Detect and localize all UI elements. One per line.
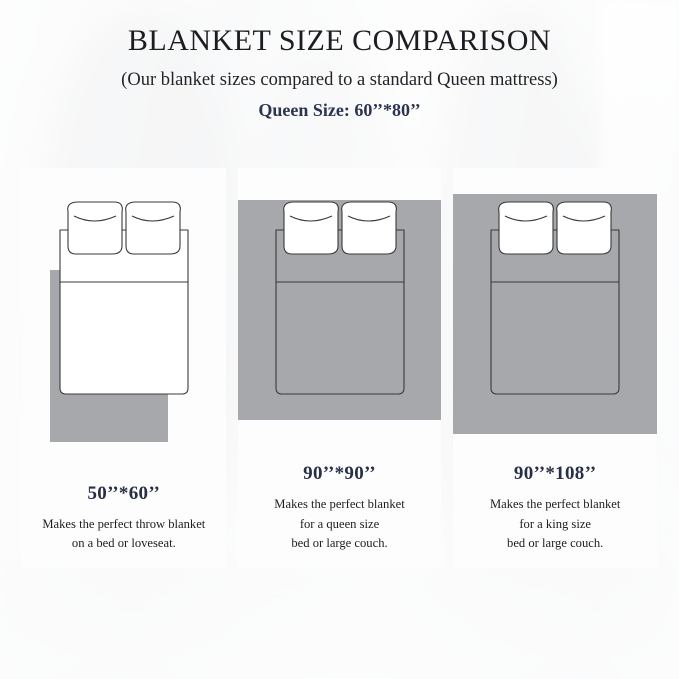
description-line: Makes the perfect blanket — [489, 497, 621, 512]
description-line: bed or large couch. — [291, 536, 388, 551]
description-line: Makes the perfect throw blanket — [42, 516, 206, 531]
bed-illustration — [52, 190, 196, 406]
page-subtitle: (Our blanket sizes compared to a standard Queen mattress) — [121, 70, 558, 90]
description-line: for a queen size — [299, 516, 380, 531]
bed-illustration — [483, 190, 627, 406]
panel-caption — [453, 463, 657, 554]
panel-50x60 — [22, 168, 226, 568]
panel-caption — [238, 463, 442, 554]
description-line: for a king size — [519, 516, 592, 531]
bed-illustration — [268, 190, 412, 406]
queen-size-note: Queen Size: 60’’*80’’ — [258, 100, 421, 121]
description-line: on a bed or loveseat. — [71, 536, 176, 551]
description-line: Makes the perfect blanket — [274, 497, 405, 512]
panel-caption — [22, 483, 226, 554]
description-line: bed or large couch. — [507, 536, 604, 551]
panel-row — [22, 168, 657, 568]
size-label: 90’’*90’’ — [303, 463, 376, 485]
page-title: BLANKET SIZE COMPARISON — [127, 24, 552, 57]
panel-90x108 — [453, 168, 657, 568]
size-label: 50’’*60’’ — [87, 482, 161, 504]
header — [0, 24, 679, 122]
panel-90x90 — [238, 168, 442, 568]
size-label: 90’’*108’’ — [513, 463, 597, 485]
